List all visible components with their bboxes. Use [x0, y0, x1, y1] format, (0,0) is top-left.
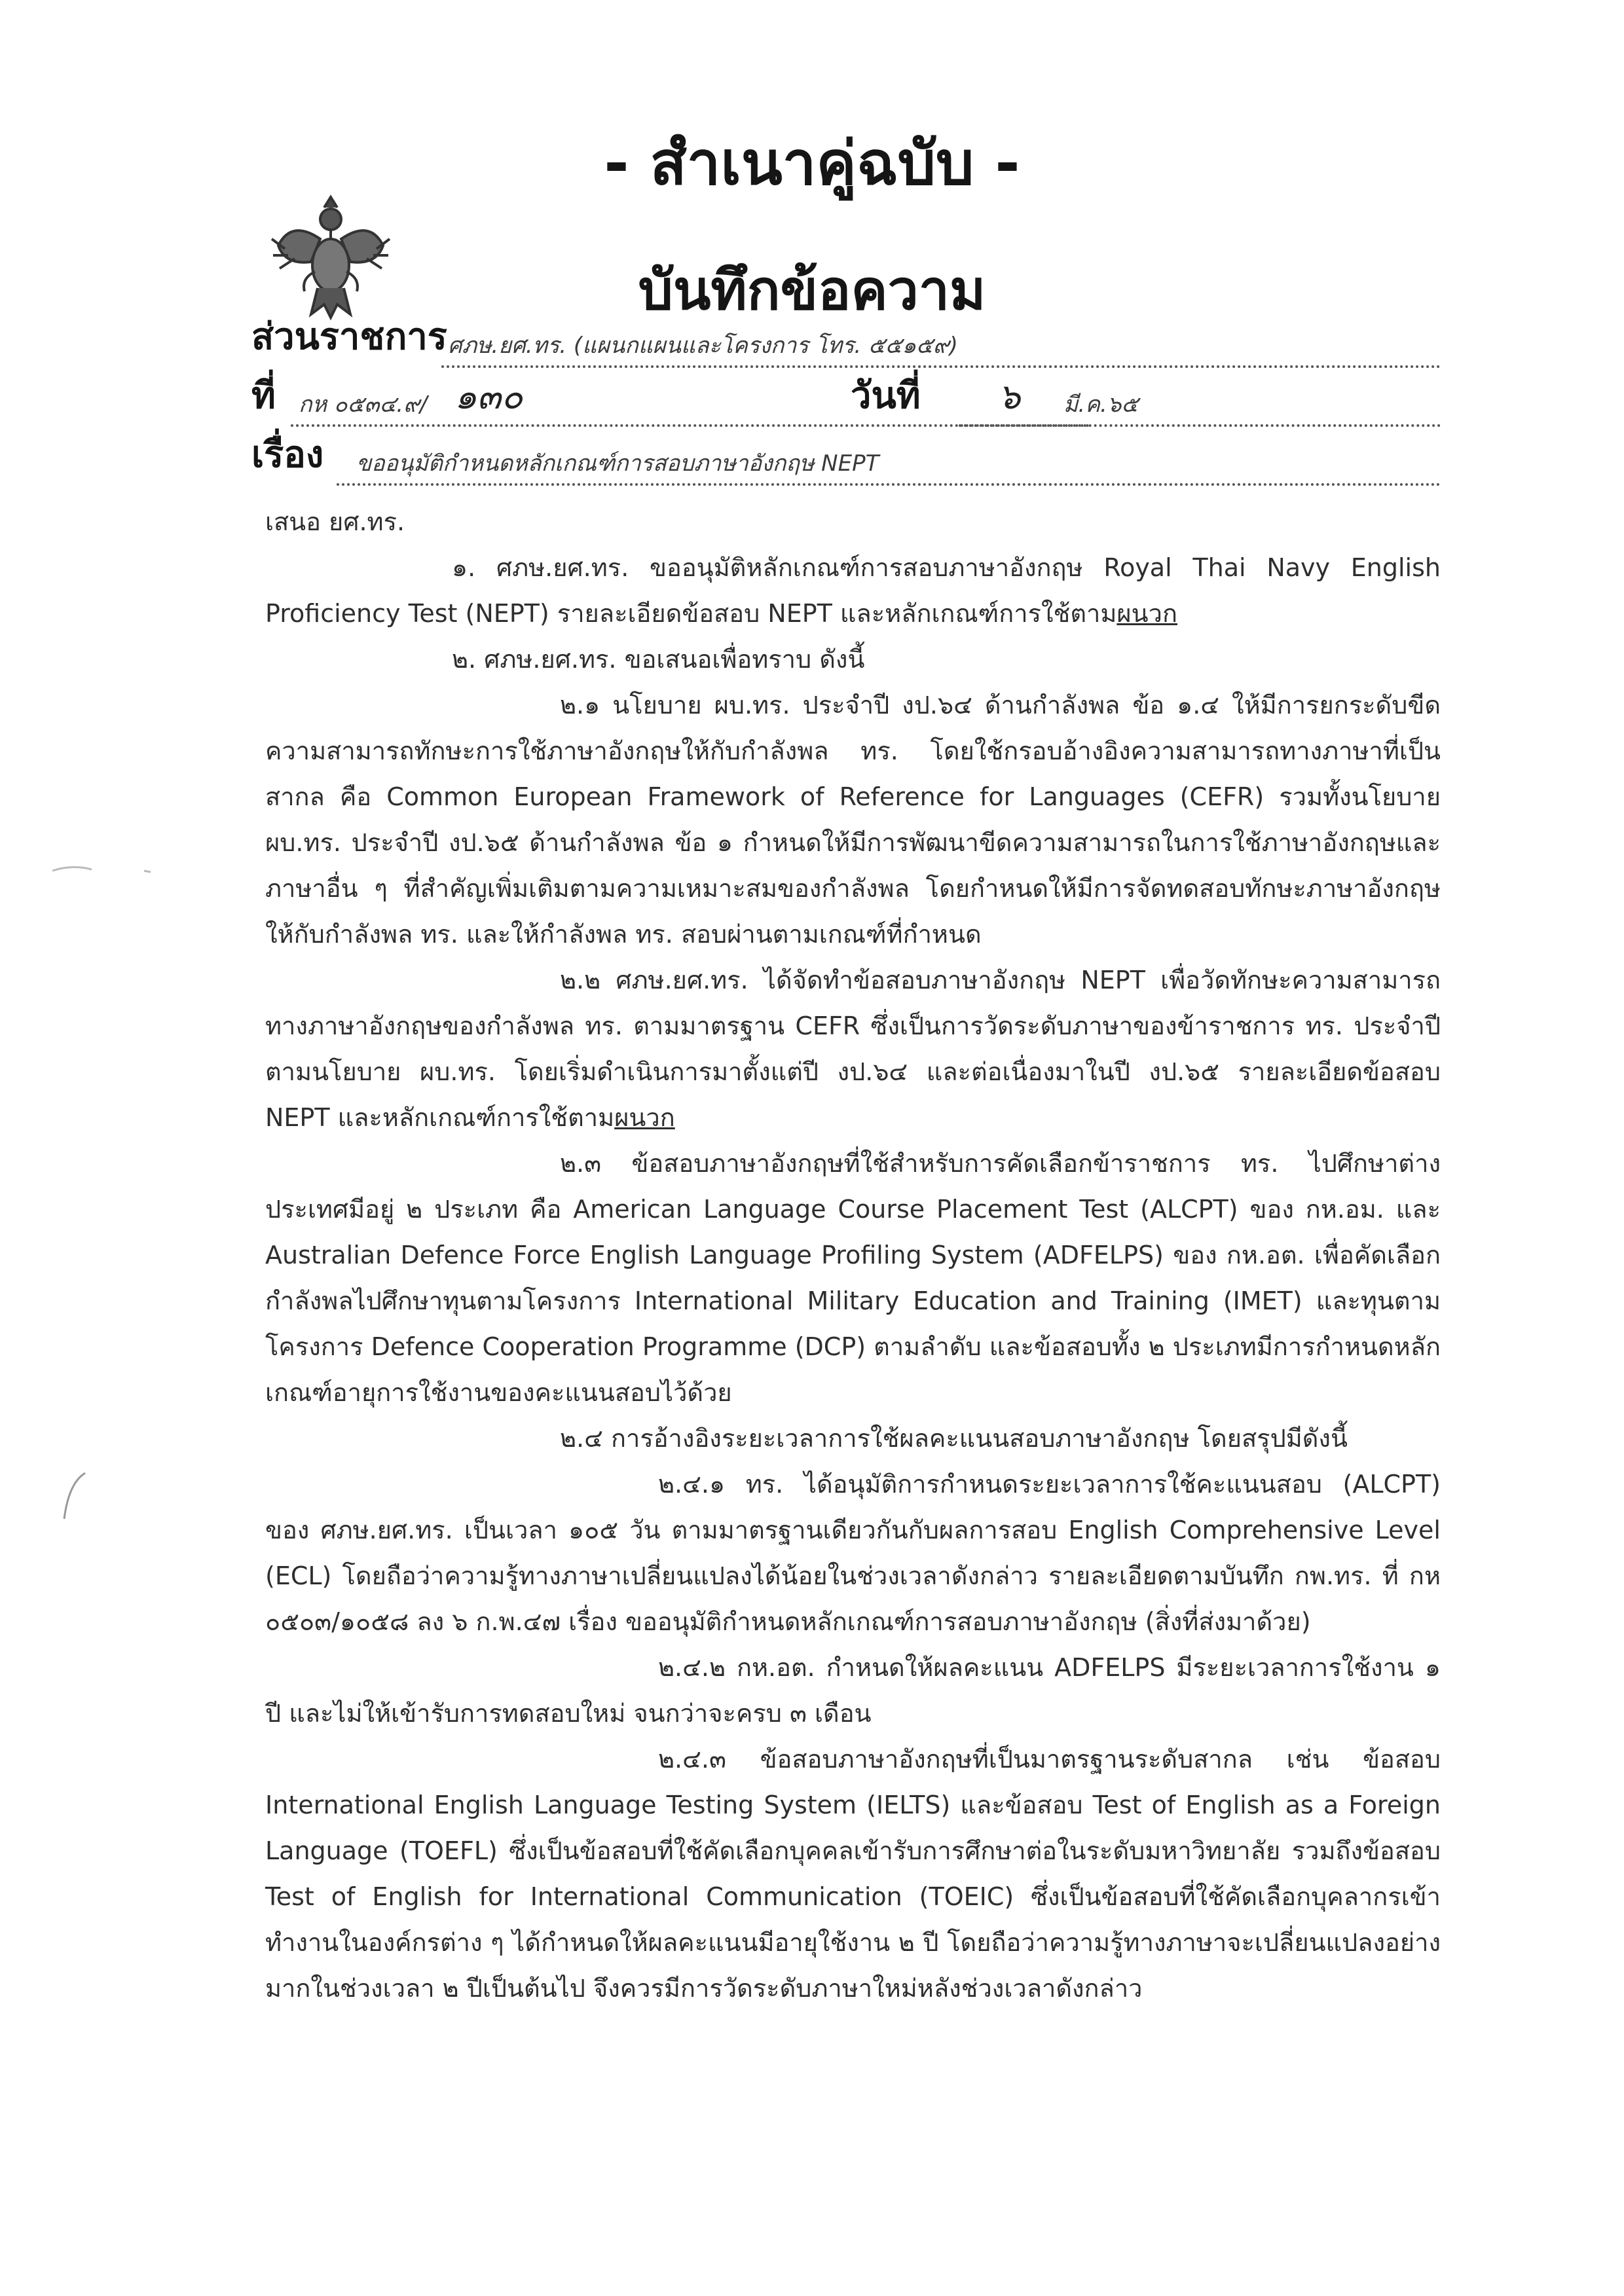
subject-row	[251, 433, 1441, 491]
date-handwritten: ๖	[998, 376, 1021, 417]
paragraph-2-4: ๒.๔ การอ้างอิงระยะเวลาการใช้ผลคะแนนสอบภาษาอังกฤษ โดยสรุปมีดังนี้	[560, 1424, 1348, 1453]
number-handwritten: ๑๓๐	[454, 376, 523, 417]
paragraph-2-1: ๒.๑ นโยบาย ผบ.ทร. ประจำปี งป.๖๔ ด้านกำลังพล ข้อ ๑.๔ ให้มีการยกระดับขีดความสามารถทักษะการใช้ภาษาอังกฤษให้กับกำลังพล ทร. โดยใช้กรอบอ้างอิงความสามารถทางภาษาที่เป็นสากล คือ Common European Framework of Reference for Languages (CEFR) รวมทั้งนโยบาย ผบ.ทร. ประจำปี งป.๖๕ ด้านกำลังพล ข้อ ๑ กำหนดให้มีการพัฒนาขีดความสามารถในการใช้ภาษาอังกฤษและภาษาอื่น ๆ ที่สำคัญเพิ่มเติมตามความเหมาะสมของกำลังพล โดยกำหนดให้มีการจัดทดสอบทักษะภาษาอังกฤษให้กับกำลังพล ทร. และให้กำลังพล ทร. สอบผ่านตามเกณฑ์ที่กำหนด	[265, 691, 1441, 949]
paragraph-2-2-text: ๒.๒ ศภษ.ยศ.ทร. ได้จัดทำข้อสอบภาษาอังกฤษ NEPT เพื่อวัดทักษะความสามารถทางภาษาอังกฤษของกำลังพล ทร. ตามมาตรฐาน CEFR ซึ่งเป็นการวัดระดับภาษาของข้าราชการ ทร. ประจำปีตามนโยบาย ผบ.ทร. โดยเริ่มดำเนินการมาตั้งแต่ปี งป.๖๔ และต่อเนื่องมาในปี งป.๖๕ รายละเอียดข้อสอบ NEPT และหลักเกณฑ์การใช้ตาม	[265, 966, 1441, 1132]
date-dotted-line	[959, 424, 1441, 427]
paragraph-2-2	[265, 957, 1441, 1140]
number-value: กห ๐๕๓๔.๙/	[299, 392, 428, 418]
number-date-row	[251, 374, 1441, 432]
paragraph-1	[265, 545, 1441, 636]
date-value: มี.ค.๖๕	[1063, 392, 1139, 418]
paragraph-2-3: ๒.๓ ข้อสอบภาษาอังกฤษที่ใช้สำหรับการคัดเลือกข้าราชการ ทร. ไปศึกษาต่างประเทศมีอยู่ ๒ ประเภท คือ American Language Course Placement Test (ALCPT) ของ กห.อม. และ Australian Defence Force English Language Profiling System (ADFELPS) ของ กห.อต. เพื่อคัดเลือกกำลังพลไปศึกษาทุนตามโครงการ International Military Education and Training (IMET) และทุนตามโครงการ Defence Cooperation Programme (DCP) ตามลำดับ และข้อสอบทั้ง ๒ ประเภทมีการกำหนดหลักเกณฑ์อายุการใช้งานของคะแนนสอบไว้ด้วย	[265, 1149, 1441, 1407]
department-dotted-line	[441, 365, 1441, 368]
paragraph-2-4-3: ๒.๔.๓ ข้อสอบภาษาอังกฤษที่เป็นมาตรฐานระดับสากล เช่น ข้อสอบ International English Language Testing System (IELTS) และข้อสอบ Test of English as a Foreign Language (TOEFL) ซึ่งเป็นข้อสอบที่ใช้คัดเลือกบุคคลเข้ารับการศึกษาต่อในระดับมหาวิทยาลัย รวมถึงข้อสอบ Test of English for International Communication (TOEIC) ซึ่งเป็นข้อสอบที่ใช้คัดเลือกบุคลากรเข้าทำงานในองค์กรต่าง ๆ ได้กำหนดให้ผลคะแนนมีอายุใช้งาน ๒ ปี โดยถือว่าความรู้ทางภาษาจะเปลี่ยนแปลงอย่างมากในช่วงเวลา ๒ ปีเป็นต้นไป จึงควรมีการวัดระดับภาษาใหม่หลังช่วงเวลาดังกล่าว	[265, 1745, 1441, 2003]
scan-artifact-mark	[46, 851, 177, 890]
annex-link-2: ผนวก	[614, 1103, 675, 1132]
scan-artifact-stroke	[46, 1467, 98, 1525]
subject-value: ขออนุมัติกำหนดหลักเกณฑ์การสอบภาษาอังกฤษ NEPT	[356, 450, 879, 477]
date-label: วันที่	[851, 374, 921, 417]
number-label: ที่	[251, 374, 276, 417]
memo-title: บันทึกข้อความ	[638, 258, 986, 322]
subject-dotted-line	[337, 483, 1441, 486]
annex-link-1: ผนวก	[1116, 599, 1177, 628]
department-row	[251, 316, 1441, 373]
department-value: ศภษ.ยศ.ทร. (แผนกแผนและโครงการ โทร. ๕๕๑๕๙)	[448, 333, 958, 359]
paragraph-2: ๒. ศภษ.ยศ.ทร. ขอเสนอเพื่อทราบ ดังนี้	[452, 645, 865, 674]
salutation: เสนอ ยศ.ทร.	[265, 507, 405, 536]
memo-body	[265, 499, 1441, 2011]
department-label: ส่วนราชการ	[251, 316, 447, 358]
paragraph-2-4-1: ๒.๔.๑ ทร. ได้อนุมัติการกำหนดระยะเวลาการใช้คะแนนสอบ (ALCPT) ของ ศภษ.ยศ.ทร. เป็นเวลา ๑๐๕ วัน ตามมาตรฐานเดียวกันกับผลการสอบ English Comprehensive Level (ECL) โดยถือว่าความรู้ทางภาษาเปลี่ยนแปลงได้น้อยในช่วงเวลาดังกล่าว รายละเอียดตามบันทึก กพ.ทร. ที่ กห ๐๕๐๓/๑๐๕๘ ลง ๖ ก.พ.๔๗ เรื่อง ขออนุมัติกำหนดหลักเกณฑ์การสอบภาษาอังกฤษ (สิ่งที่ส่งมาด้วย)	[265, 1470, 1441, 1636]
paragraph-1-text: ๑. ศภษ.ยศ.ทร. ขออนุมัติหลักเกณฑ์การสอบภาษาอังกฤษ Royal Thai Navy English Proficiency Test (NEPT) รายละเอียดข้อสอบ NEPT และหลักเกณฑ์การใช้ตาม	[265, 553, 1441, 628]
paragraph-2-4-2: ๒.๔.๒ กห.อต. กำหนดให้ผลคะแนน ADFELPS มีระยะเวลาการใช้งาน ๑ ปี และไม่ให้เข้ารับการทดสอบใหม่ จนกว่าจะครบ ๓ เดือน	[265, 1653, 1441, 1728]
subject-label: เรื่อง	[251, 433, 324, 476]
copy-title: - สำเนาคู่ฉบับ -	[604, 128, 1020, 198]
